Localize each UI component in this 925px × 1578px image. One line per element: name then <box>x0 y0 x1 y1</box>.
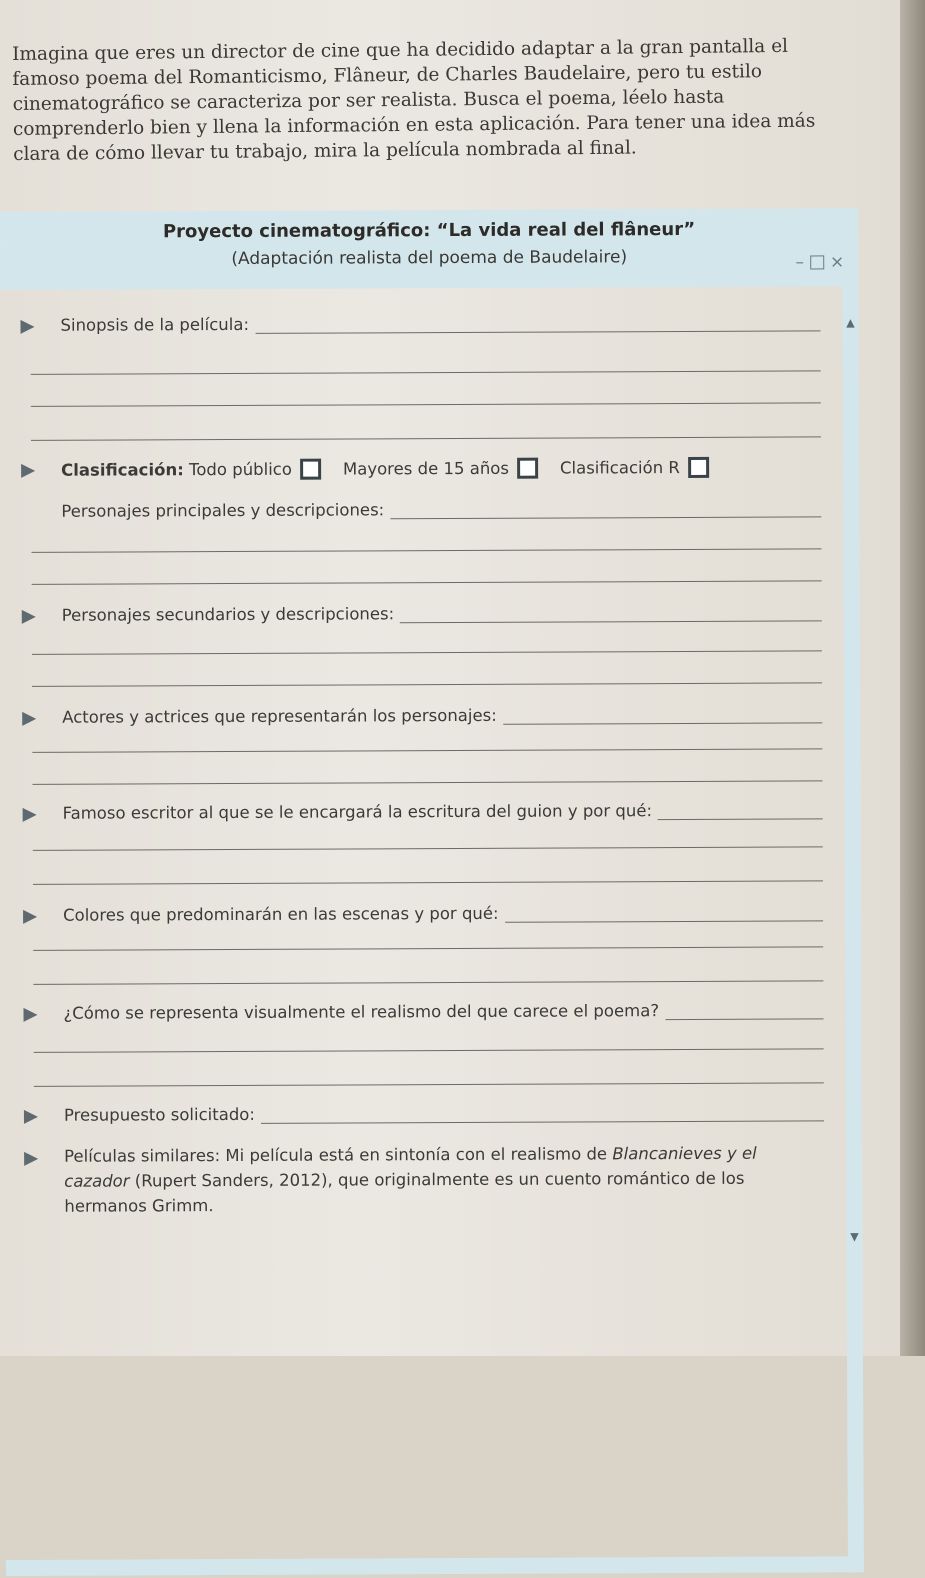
similares-text-end: (Rupert Sanders, 2012), que originalmente es un cuento romántico de los hermanos Grimm. <box>64 1168 745 1216</box>
window-subtitle: (Adaptación realista del poema de Baudelaire) <box>231 247 628 269</box>
actores-label: Actores y actrices que representarán los personajes: <box>62 705 497 727</box>
window-titlebar <box>0 208 858 290</box>
bullet-icon <box>21 464 35 478</box>
sinopsis-label: Sinopsis de la película: <box>60 314 250 335</box>
actores-line[interactable] <box>32 780 822 784</box>
realismo-input[interactable] <box>665 1004 823 1020</box>
clasificacion-row <box>61 456 821 480</box>
option-label: Mayores de 15 años <box>342 458 509 479</box>
maximize-icon[interactable] <box>810 255 824 269</box>
colores-row <box>63 902 823 924</box>
clasificacion-r-checkbox[interactable] <box>688 457 709 478</box>
principales-row <box>61 498 821 520</box>
secundarios-input[interactable] <box>400 606 822 623</box>
bullet-icon <box>22 712 36 726</box>
secundarios-line[interactable] <box>32 650 822 654</box>
bullet-icon <box>23 808 37 822</box>
realismo-row <box>63 1000 823 1022</box>
principales-label: Personajes principales y descripciones: <box>61 500 385 521</box>
bullet-icon <box>22 610 36 624</box>
intro-paragraph: Imagina que eres un director de cine que ha decidido adaptar a la gran pantalla el famoso poema del Romanticismo, Flâneur, de Charles Baudelaire, pero tu estilo cinematográfico se caracteriza por ser realista. Busca el poema, léelo hasta comprenderlo bien y llena la información en esta aplicación. Para tener una idea más clara de cómo llevar tu trabajo, mira la película nombrada al final. <box>12 35 816 165</box>
bullet-icon <box>23 910 37 924</box>
secundarios-row <box>62 602 822 624</box>
colores-line[interactable] <box>33 980 823 984</box>
bullet-icon <box>20 320 34 334</box>
actores-line[interactable] <box>32 748 822 752</box>
realismo-label: ¿Cómo se representa visualmente el realismo del que carece el poema? <box>63 1001 660 1023</box>
colores-line[interactable] <box>33 946 823 950</box>
principales-input[interactable] <box>390 502 821 519</box>
realismo-line[interactable] <box>34 1082 824 1086</box>
secundarios-label: Personajes secundarios y descripciones: <box>61 604 395 625</box>
colores-label: Colores que predominarán en las escenas y por qué: <box>63 903 499 925</box>
option-label: Todo público <box>188 459 292 480</box>
colores-input[interactable] <box>505 906 824 922</box>
book-edge <box>900 0 925 1356</box>
similares-film-title: Blancanieves y el cazador <box>64 1143 757 1191</box>
escritor-line[interactable] <box>33 880 823 884</box>
principales-line[interactable] <box>31 548 821 552</box>
sinopsis-line[interactable] <box>31 370 821 374</box>
scroll-up-icon[interactable]: ▲ <box>846 316 855 330</box>
form-body <box>0 286 864 1576</box>
todo-publico-checkbox[interactable] <box>300 459 321 480</box>
escritor-line[interactable] <box>33 846 823 850</box>
clasificacion-label: Clasificación: <box>61 460 184 480</box>
bullet-icon <box>24 1110 38 1124</box>
sinopsis-line[interactable] <box>31 402 821 406</box>
option-label: Clasificación R <box>559 458 680 478</box>
principales-line[interactable] <box>32 580 822 584</box>
sinopsis-row <box>60 312 820 334</box>
presupuesto-input[interactable] <box>261 1106 824 1123</box>
sinopsis-line[interactable] <box>31 436 821 440</box>
minimize-icon[interactable]: – <box>795 252 805 273</box>
escritor-label: Famoso escritor al que se le encargará la escritura del guion y por qué: <box>62 801 653 823</box>
window-title: Proyecto cinematográfico: “La vida real del flâneur” <box>162 218 696 243</box>
similares-paragraph <box>64 1140 824 1218</box>
bullet-icon <box>24 1152 38 1166</box>
presupuesto-label: Presupuesto solicitado: <box>63 1104 255 1125</box>
secundarios-line[interactable] <box>32 682 822 686</box>
scroll-down-icon[interactable]: ▼ <box>850 1230 859 1244</box>
actores-row <box>62 704 822 726</box>
realismo-line[interactable] <box>34 1048 824 1052</box>
close-icon[interactable]: × <box>829 252 845 273</box>
mayores-15-checkbox[interactable] <box>517 458 538 479</box>
escritor-row <box>63 800 823 822</box>
bullet-icon <box>23 1008 37 1022</box>
actores-input[interactable] <box>503 708 822 724</box>
similares-text: Películas similares: Mi película está en sintonía con el realismo de <box>64 1144 613 1166</box>
escritor-input[interactable] <box>658 804 823 820</box>
presupuesto-row <box>64 1102 824 1124</box>
sinopsis-input[interactable] <box>255 316 821 333</box>
app-window <box>0 208 864 1578</box>
window-controls <box>795 252 844 272</box>
